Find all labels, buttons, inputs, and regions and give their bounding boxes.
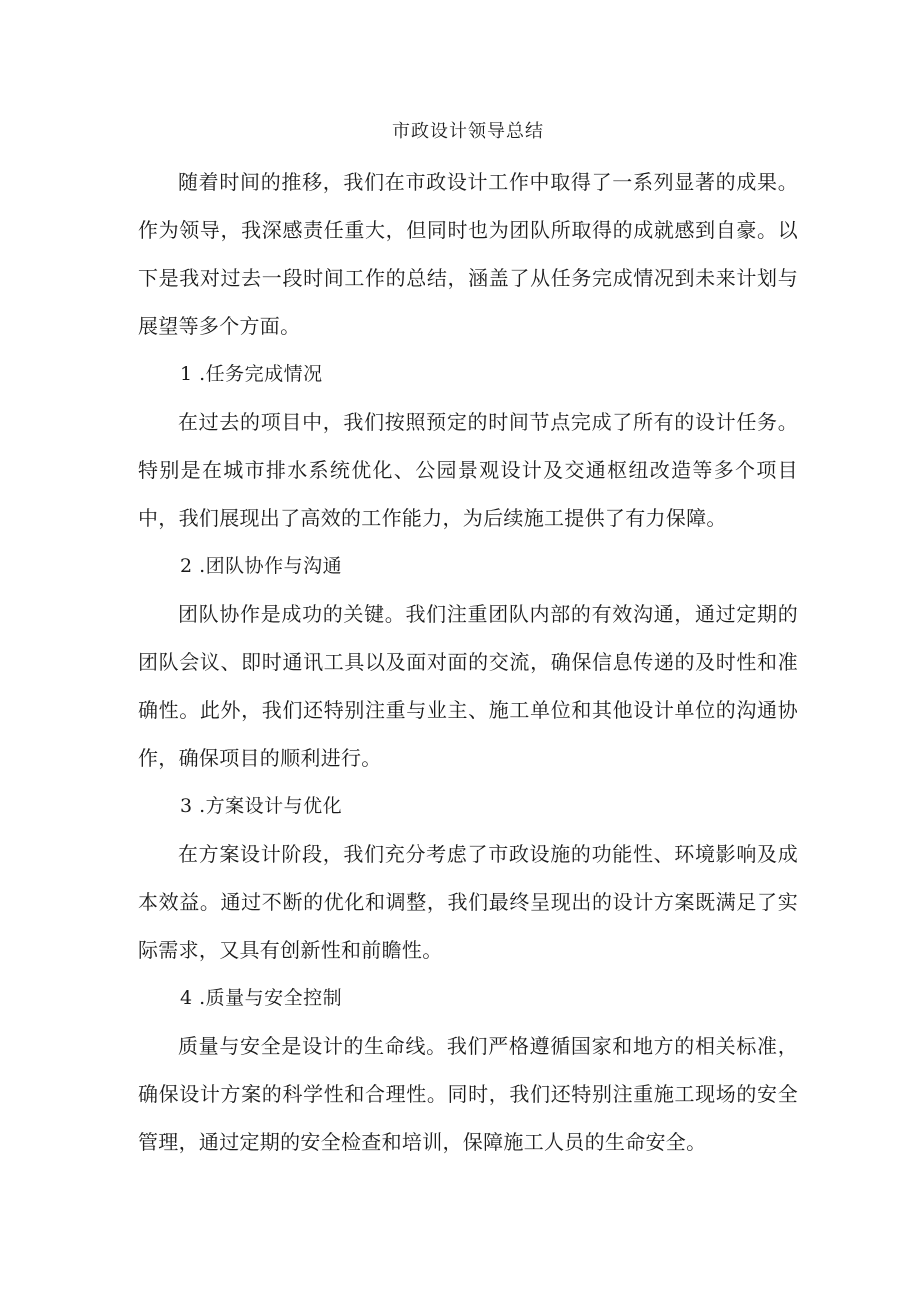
section-4: [138, 974, 798, 1166]
section-heading: 3 .方案设计与优化: [180, 795, 343, 817]
document-page: [138, 112, 798, 1166]
section-paragraph: 在过去的项目中，我们按照预定的时间节点完成了所有的设计任务。特别是在城市排水系统优化、公园景观设计及交通枢纽改造等多个项目中，我们展现出了高效的工作能力，为后续施工提供了有力保障。: [138, 410, 798, 530]
section-paragraph: 在方案设计阶段，我们充分考虑了市政设施的功能性、环境影响及成本效益。通过不断的优化和调整，我们最终呈现出的设计方案既满足了实际需求，又具有创新性和前瞻性。: [138, 842, 798, 962]
intro-paragraph: 随着时间的推移，我们在市政设计工作中取得了一系列显著的成果。作为领导，我深感责任重大，但同时也为团队所取得的成就感到自豪。以下是我对过去一段时间工作的总结，涵盖了从任务完成情况到未来计划与展望等多个方面。: [138, 170, 798, 338]
document-title: 市政设计领导总结: [392, 121, 544, 142]
section-heading: 4 .质量与安全控制: [180, 987, 343, 1009]
section-heading: 2 .团队协作与沟通: [180, 555, 343, 577]
section-heading: 1 .任务完成情况: [180, 363, 323, 385]
section-3: [138, 782, 798, 974]
section-paragraph: 团队协作是成功的关键。我们注重团队内部的有效沟通，通过定期的团队会议、即时通讯工具以及面对面的交流，确保信息传递的及时性和准确性。此外，我们还特别注重与业主、施工单位和其他设计单位的沟通协作，确保项目的顺利进行。: [138, 602, 798, 770]
section-2: [138, 542, 798, 782]
section-paragraph: 质量与安全是设计的生命线。我们严格遵循国家和地方的相关标准，确保设计方案的科学性和合理性。同时，我们还特别注重施工现场的安全管理，通过定期的安全检查和培训，保障施工人员的生命安全。: [138, 1034, 798, 1154]
section-1: [138, 350, 798, 542]
